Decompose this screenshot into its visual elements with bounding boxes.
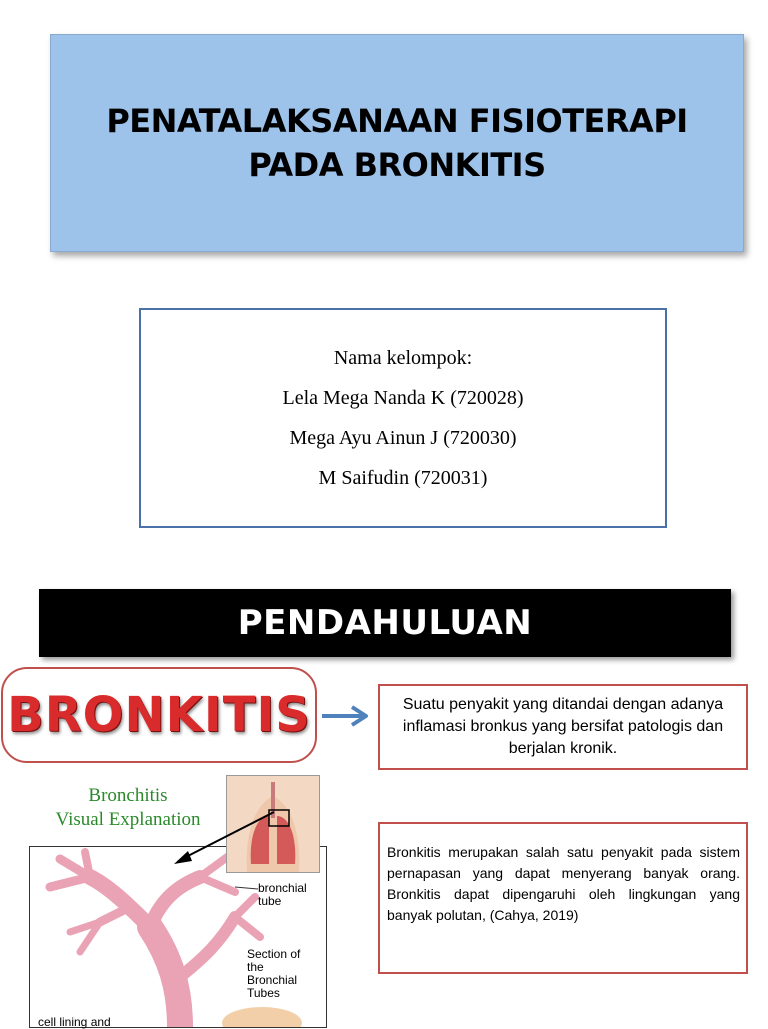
bronchi-illustration [29,846,327,1028]
section-title: PENDAHULUAN [237,603,533,643]
label-cell-lining: cell lining and [38,1015,111,1029]
label-bronchial-tube [258,882,307,908]
label-section-line-1: Section of [247,947,301,961]
illustration-title-line-1: Bronchitis [88,785,168,806]
pointer-arrow-icon [170,808,280,868]
title-line-1: PENATALAKSANAAN FISIOTERAPI [106,102,688,140]
title-banner [50,34,744,252]
definition-text: Suatu penyakit yang ditandai dengan adanya inflamasi bronkus yang bersifat patologis dan berjalan kronik. [402,696,724,757]
topic-box [1,667,317,763]
definition-box [378,684,748,770]
label-section-bronchial-tubes [247,948,300,1000]
label-bronchial-tube-line-2: tube [258,894,282,908]
label-section-line-2: the [247,960,264,974]
arrow-right-icon [320,704,372,728]
member-item: M Saifudin (720031) [318,467,488,489]
label-bronchial-tube-line-1: bronchial [258,881,307,895]
section-header [39,589,731,657]
members-box [139,308,667,528]
illustration-title-line-2: Visual Explanation [55,809,201,830]
member-item: Lela Mega Nanda K (720028) [282,387,524,409]
description-box [378,822,748,974]
label-section-line-4: Tubes [247,986,280,1000]
label-section-line-3: Bronchial [247,973,298,987]
members-heading: Nama kelompok: [333,347,473,369]
topic-label: BRONKITIS [7,687,311,743]
description-text: Bronkitis merupakan salah satu penyakit pada sistem pernapasan yang dapat menyerang banyak orang. Bronkitis dapat dipengaruhi oleh lingkungan yang banyak polutan, (Cahya, 2019) [387,844,740,923]
member-item: Mega Ayu Ainun J (720030) [289,427,517,449]
title-line-2: PADA BRONKITIS [248,146,546,184]
bronchi-drawing [30,847,326,1027]
